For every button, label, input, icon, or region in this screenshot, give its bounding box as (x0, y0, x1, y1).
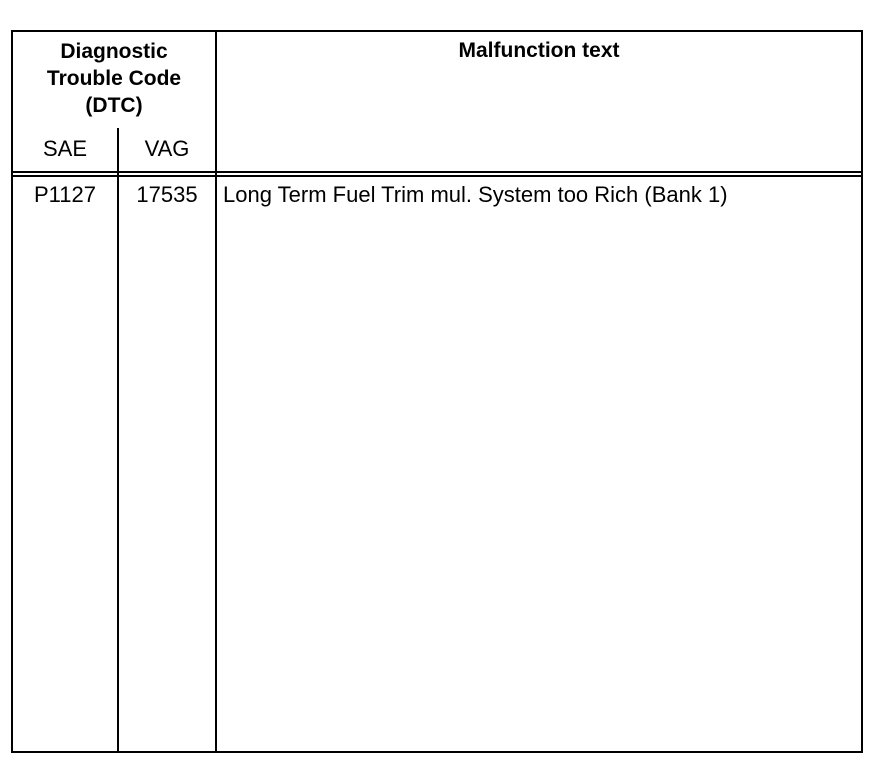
vag-subheading: VAG (144, 136, 190, 161)
row-1-malfunction-text: Long Term Fuel Trim mul. System too Rich (Bank 1) (223, 182, 728, 207)
dtc-heading-line-1: Diagnostic (60, 40, 168, 63)
dtc-table (11, 30, 863, 753)
row-1-sae-code: P1127 (34, 182, 96, 207)
code-column-divider (215, 32, 217, 751)
dtc-heading-line-3: (DTC) (85, 94, 143, 117)
header-separator-top (13, 171, 861, 173)
sae-vag-divider (117, 128, 119, 751)
row-1-vag-code: 17535 (136, 182, 198, 207)
header-separator-bottom (13, 175, 861, 177)
dtc-heading-line-2: Trouble Code (46, 67, 182, 90)
sae-subheading: SAE (42, 136, 88, 161)
dtc-column-heading (13, 38, 215, 119)
malfunction-text-heading: Malfunction text (458, 39, 620, 62)
